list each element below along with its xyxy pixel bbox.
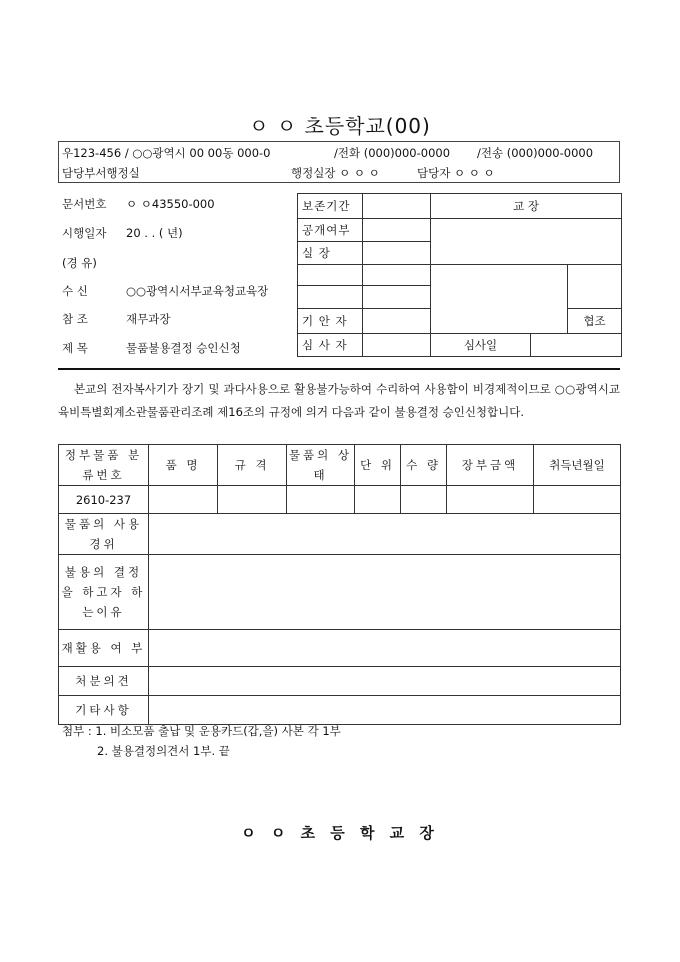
header-spec: 규 격 [218, 445, 287, 486]
cell [534, 486, 621, 514]
disposal-reason-value [149, 555, 621, 630]
staff: 담당자 ㅇ ㅇ ㅇ [417, 166, 495, 180]
recycle-value [149, 630, 621, 667]
other-notes-label: 기타사항 [59, 696, 149, 725]
usage-history-value [149, 514, 621, 555]
disposal-reason-label: 불용의 결정을 하고자 하는이유 [59, 555, 149, 630]
blank-cell [568, 265, 622, 309]
retention-label: 보존기간 [298, 194, 363, 219]
disposal-table [58, 444, 621, 725]
principal-label: 교 장 [431, 194, 622, 219]
other-notes-value [149, 696, 621, 725]
info-subject [62, 340, 241, 356]
cell [149, 486, 218, 514]
cell [401, 486, 447, 514]
review-date-value [531, 334, 622, 357]
review-date-label: 심사일 [431, 334, 531, 357]
info-via [62, 255, 126, 271]
info-value: 재무과장 [126, 312, 171, 326]
principal-sign [431, 219, 622, 265]
disclosure-value [363, 219, 431, 242]
cell-class-number: 2610-237 [59, 486, 149, 514]
info-label: 수 신 [62, 284, 88, 298]
info-label: 제 목 [62, 341, 88, 355]
blank-cell [363, 265, 431, 286]
reviewer-value [363, 334, 431, 357]
header-unit: 단 위 [355, 445, 401, 486]
info-label: 시행일자 [62, 226, 107, 240]
cell [355, 486, 401, 514]
attachment-1: 첨부 : 1. 비소모품 출납 및 운용카드(갑,을) 사본 각 1부 [62, 724, 341, 738]
sign-area [431, 265, 568, 334]
approval-table [297, 193, 622, 357]
info-value: ○○광역시서부교육청교육장 [126, 284, 269, 298]
info-value: 20 . . ( 년) [126, 226, 183, 240]
info-recipient [62, 283, 268, 299]
body-text: 본교의 전자복사기가 장기 및 과다사용으로 활용불가능하여 수리하여 사용함이 비경제적이므로 ○○광역시교육비특별회계소관물품관리조례 제16조의 규정에 의거 다음과 같이 불용결정 승인신청합니다. [58, 382, 620, 419]
document-title: ㅇ ㅇ 초등학교(00) [249, 114, 431, 138]
cell [218, 486, 287, 514]
disposition-opinion-value [149, 667, 621, 696]
drafter-label: 기 안 자 [298, 309, 363, 334]
info-reference [62, 311, 170, 327]
info-label: 참 조 [62, 312, 88, 326]
header-class-number: 정부물품 분류번호 [59, 445, 149, 486]
address-box [58, 141, 620, 183]
footer-signature: ㅇ ㅇ 초 등 학 교 장 [241, 824, 439, 842]
cooperation-label: 협조 [568, 309, 622, 334]
disposition-opinion-label: 처분의견 [59, 667, 149, 696]
address: 우123-456 / ○○광역시 00 00동 000-0 [62, 146, 271, 160]
admin-chief: 행정실장 ㅇ ㅇ ㅇ [291, 166, 380, 180]
drafter-value [363, 309, 431, 334]
header-condition: 물품의 상 태 [287, 445, 355, 486]
header-item-name: 품 명 [149, 445, 218, 486]
cell [447, 486, 534, 514]
info-label: (경 유) [62, 256, 97, 270]
blank-cell [363, 286, 431, 309]
retention-value [363, 194, 431, 219]
info-value: 물품불용결정 승인신청 [126, 341, 241, 355]
phone: /전화 (000)000-0000 [334, 146, 451, 160]
header-acquired-date: 취득년월일 [534, 445, 621, 486]
header-book-value: 장부금액 [447, 445, 534, 486]
blank-cell [298, 265, 363, 286]
header-quantity: 수 량 [401, 445, 447, 486]
usage-history-label: 물품의 사용경위 [59, 514, 149, 555]
office-chief-sign [363, 242, 431, 265]
cell [287, 486, 355, 514]
recycle-label: 재활용 여 부 [59, 630, 149, 667]
info-date [62, 225, 183, 241]
info-doc-number [62, 196, 215, 212]
info-label: 문서번호 [62, 197, 107, 211]
office-chief-label: 실 장 [298, 242, 363, 265]
reviewer-label: 심 사 자 [298, 334, 363, 357]
info-value: ㅇ ㅇ43550-000 [126, 197, 215, 211]
fax: /전송 (000)000-0000 [477, 146, 594, 160]
divider [58, 368, 620, 370]
attachment-2: 2. 불용결정의견서 1부. 끝 [97, 744, 230, 758]
blank-cell [298, 286, 363, 309]
department: 담당부서행정실 [62, 166, 140, 180]
disclosure-label: 공개여부 [298, 219, 363, 242]
